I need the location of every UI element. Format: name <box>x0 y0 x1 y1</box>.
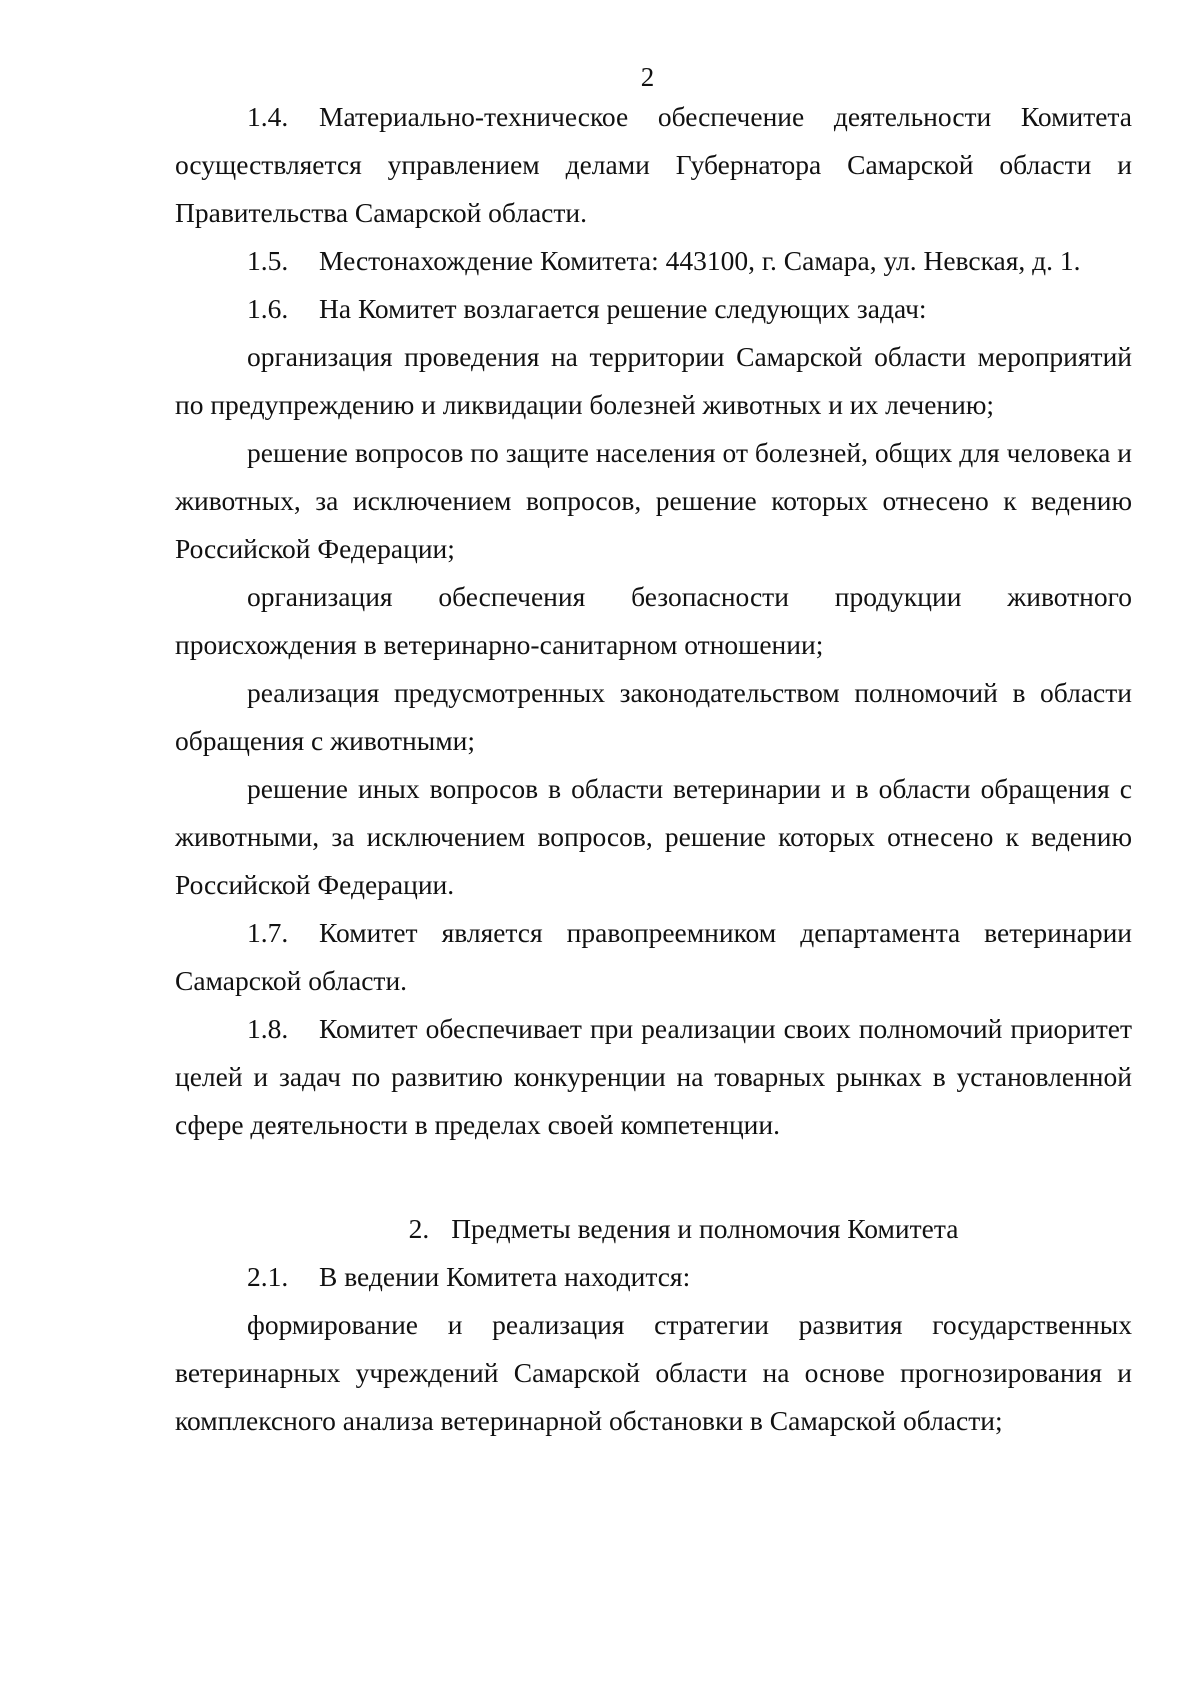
section-number: 2. <box>408 1213 430 1244</box>
section-title: Предметы ведения и полномочия Комитета <box>451 1213 959 1244</box>
paragraph-text: Комитет обеспечивает при реализации своих полномочий приоритет целей и задач по развитию конкуренции на товарных рынках в установленной сфере деятельности в пределах своей компетенции. <box>175 1013 1132 1140</box>
list-item: формирование и реализация стратегии развития государственных ветеринарных учреждений Самарской области на основе прогнозирования и комплексного анализа ветеринарной обстановки в Самарской области; <box>175 1309 1132 1436</box>
paragraph-1-8 <box>175 1005 1132 1149</box>
page-number: 2 <box>640 62 655 92</box>
paragraph-1-5 <box>175 237 1132 285</box>
clause-number: 1.5. <box>247 245 289 276</box>
clause-number: 1.8. <box>247 1013 289 1044</box>
clause-number: 1.4. <box>247 101 289 132</box>
paragraph-text: Местонахождение Комитета: 443100, г. Самара, ул. Невская, д. 1. <box>319 245 1081 276</box>
clause-number: 1.7. <box>247 917 289 948</box>
paragraph-text: Материально-техническое обеспечение деятельности Комитета осуществляется управлением делами Губернатора Самарской области и Правительства Самарской области. <box>175 101 1132 228</box>
task-item: решение вопросов по защите населения от болезней, общих для человека и животных, за исключением вопросов, решение которых отнесено к ведению Российской Федерации; <box>175 437 1132 564</box>
task-item: организация обеспечения безопасности продукции животного происхождения в ветеринарно-санитарном отношении; <box>175 581 1132 660</box>
clause-number: 2.1. <box>247 1261 289 1292</box>
paragraph-1-7 <box>175 909 1132 1005</box>
paragraph-text: Комитет является правопреемником департамента ветеринарии Самарской области. <box>175 917 1132 996</box>
section-heading <box>175 1205 1132 1253</box>
paragraph-1-4 <box>175 93 1132 237</box>
task-item: организация проведения на территории Самарской области мероприятий по предупреждению и ликвидации болезней животных и их лечению; <box>175 341 1132 420</box>
paragraph-text: На Комитет возлагается решение следующих задач: <box>319 293 927 324</box>
document-body <box>175 93 1132 1445</box>
task-item: решение иных вопросов в области ветеринарии и в области обращения с животными, за исключением вопросов, решение которых отнесено к ведению Российской Федерации. <box>175 773 1132 900</box>
paragraph-2-1 <box>175 1253 1132 1301</box>
paragraph-text: В ведении Комитета находится: <box>319 1261 691 1292</box>
task-item: реализация предусмотренных законодательством полномочий в области обращения с животными; <box>175 677 1132 756</box>
clause-number: 1.6. <box>247 293 289 324</box>
paragraph-1-6 <box>175 285 1132 333</box>
